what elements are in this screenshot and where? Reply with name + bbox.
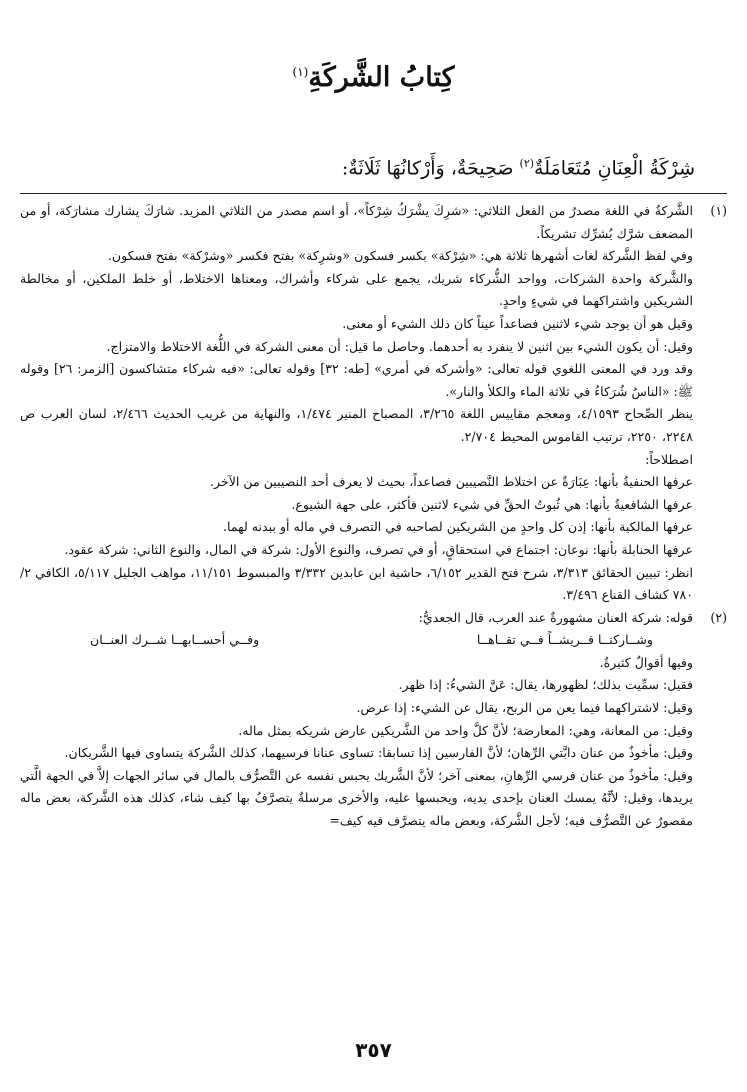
footnote-line: الشَّركةُ في اللغة مصدرٌ من الفعل الثلاثي: «شرِكَ يشْرَكُ شِرْكاً»، أو اسم مصدر من الثلاثي المزيد. شارَكَ يشارك مشارَكة، أو من المضعف شرَّك يُشرِّك تشريكاً. bbox=[20, 203, 693, 241]
footnote-line: وقيل: من المعانة، وهي: المعارضة؛ لأنَّ كلَّ واحد من الشَّريكين عارض شريكه بمثل ماله. bbox=[238, 722, 693, 738]
footnote-line: قوله: شركة العنان مشهورةٌ عند العرب، قال الجعديُّ: bbox=[418, 609, 693, 625]
poem-verse bbox=[20, 629, 693, 652]
footnote-line: عرفها الحنابلة بأنها: نوعان: اجتماع في استحقاقٍ، أو في تصرف، والنوع الأول: شركة في المال، والنوع الثاني: شركة عقود. bbox=[64, 541, 693, 557]
footnote-line: اصطلاحاً: bbox=[645, 451, 693, 467]
footnote-line: عرفها الحنفيةُ بأنها: عِبَارَةٌ عن اختلاط النَّصيبين فصاعداً، بحيث لا يعرف أحد النصيبين من الآخر. bbox=[209, 474, 693, 490]
footnote-1-number: (١) bbox=[710, 203, 727, 218]
main-text-part1: شِرْكَةُ الْعِنَانِ مُتَعَامَلَةٌ bbox=[534, 157, 695, 180]
footnote-1-body bbox=[20, 200, 693, 607]
chapter-title bbox=[0, 62, 747, 93]
main-text-footnote-ref: (٢) bbox=[519, 157, 535, 170]
page-number: ٣٥٧ bbox=[355, 1038, 392, 1062]
footnote-separator bbox=[20, 193, 727, 194]
footnote-2-body bbox=[20, 607, 693, 833]
footnote-line: وقيل: لاشتراكهما فيما يعن من الربح، يقال عن الشيء: إذا عرض. bbox=[356, 700, 693, 716]
footnote-line: والشَّركة واحدة الشركات، وواحد الشُّركاء شريك، يجمع على شركاء وأشراك، ومعناها الاختلاط، أو خلط الملكين، أو مخالطة الشريكين واشتراكهما في شيءٍ واحدٍ. bbox=[20, 270, 693, 309]
footnote-line: وقد ورد في المعنى اللغوي قوله تعالى: «وأشركه في أمري» [طه: ٣٢] وقوله تعالى: «فيه شركاء متشاكسون [الزمر: ٢٦] وقوله ﷺ: «الناسُ شُرَكاءُ في ثلاثة الماء والكلأ والنار». bbox=[20, 361, 693, 399]
footnote-line: وقيل: مأخوذٌ من عنان دابَّتي الرِّهان؛ لأنَّ الفارسين إذا تسابقا: تساوى عنانا فرسيهما، كذلك الشَّركة يتساوى فيها الشَّريكان. bbox=[64, 745, 693, 761]
poem-hemistich-second: وفــي أحســابهــا شــرك العنــان bbox=[90, 632, 260, 648]
footnote-line: وفيها أقوالٌ كثيرةٌ. bbox=[599, 654, 693, 670]
footnote-line: وقيل: أن يكون الشيء بين اثنين لا ينفرد به أحدهما. وحاصل ما قيل: أن معنى الشركة في اللُّغة الاختلاط والامتزاج. bbox=[106, 338, 693, 354]
footnote-2 bbox=[20, 607, 727, 833]
poem-hemistich-first: وشــاركنــا قــريشــاً فــي تقــاهــا bbox=[476, 632, 653, 648]
footnote-line: ينظر الصِّحاح ٤/١٥٩٣، ومعجم مقاييس اللغة ٣/٢٦٥، المصباح المنير ١/٤٧٤، والنهاية من غريب الحديث ٢/٤٦٦، لسان العرب ص ٢٢٤٨، ٢٢٥٠، ترتيب القاموس المحيط ٢/٧٠٤. bbox=[20, 406, 693, 444]
footnote-line: انظر: تبيين الحقائق ٣/٣١٣، شرح فتح القدير ٦/١٥٢، حاشية ابن عابدين ٣/٣٣٢ والمبسوط ١١/١٥١، مواهب الجليل ٥/١١٧، الكافي ٢/ ٧٨٠ كشاف القناع ٣/٤٩٦. bbox=[20, 564, 693, 603]
footnote-line: فقيل: سمِّيت بذلك؛ لظهورها، يقال: عَنَّ الشيءُ: إذا ظهر. bbox=[398, 677, 693, 693]
footnotes bbox=[20, 200, 727, 833]
title-footnote-ref: (١) bbox=[292, 65, 309, 79]
main-text-part2: صَحِيحَةٌ، وَأَرْكانُهَا ثَلَاثَةٌ: bbox=[341, 157, 520, 180]
footnote-line: وقيل هو أن يوجد شيء لاثنين فصاعداً عيناً كان ذلك الشيء أو معنى. bbox=[342, 315, 693, 331]
footnote-line: عرفها الشافعيةُ بأنها: هي ثُبوتُ الحقِّ في شيء لاثنين فأكثر، على جهة الشيوع. bbox=[291, 496, 693, 512]
chapter-title-text: كِتابُ الشَّركَةِ bbox=[308, 62, 455, 93]
footnote-line: عرفها المالكية بأنها: إذن كل واحدٍ من الشريكين لصاحبه في التصرف في ماله أو ببدنه لهما. bbox=[223, 519, 693, 535]
main-text bbox=[45, 150, 695, 182]
footnote-2-number: (٢) bbox=[710, 609, 727, 625]
footnote-line: وقيل: مأخوذٌ من عنان فرسي الرِّهانِ، بمعنى آخر؛ لأنَّ الشَّريك يحبس نفسه عن التَّصرُّف بالمال في سائر الجهات إلاَّ في الجهة الَّتي يريدها، وقيل: لأنَّهُ يمسك العنان بإحدى يديه، ويحبسها عليه، والأخرى مرسلةٌ يتصرَّفُ بها كيف شاء، كذلك هذه الشَّركة، بعض ماله مقصورٌ عن التَّصرُّف فيه؛ لأجل الشَّركة، وبعض ماله يتصرَّف فيه كيف= bbox=[20, 767, 693, 829]
footnote-line: وفي لفظ الشَّركة لغات أشهرها ثلاثة هي: «شِرْكة» بكسر فسكون «وشرِكة» بفتح فكسر «وشرْكة» بفتح فسكون. bbox=[107, 248, 693, 264]
footnote-1 bbox=[20, 200, 727, 607]
